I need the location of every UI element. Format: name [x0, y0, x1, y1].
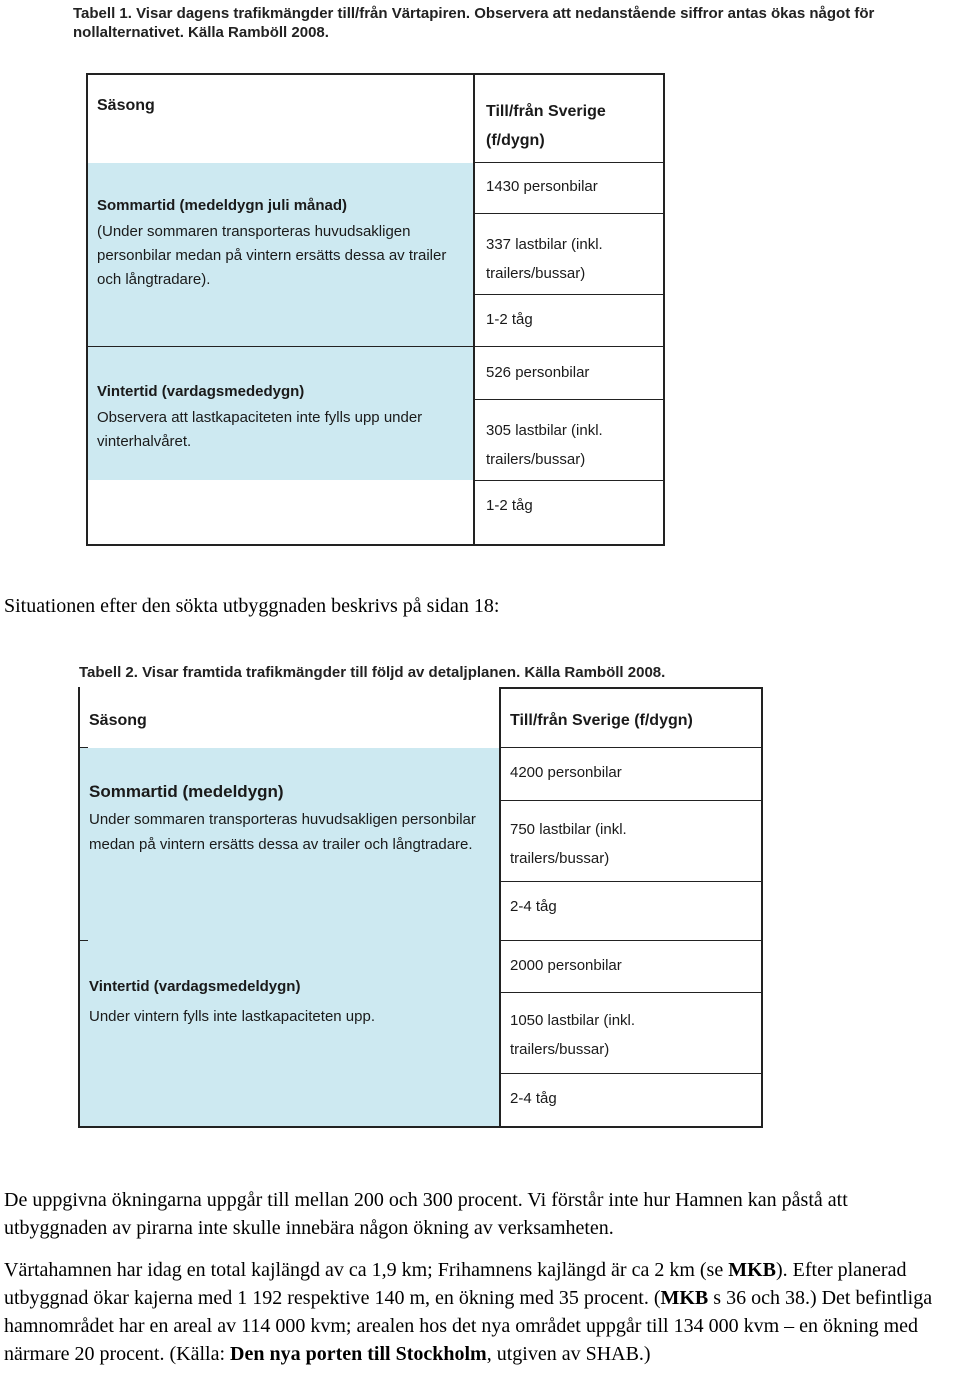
table2-border-left: [78, 687, 80, 1128]
table2-winter-cell: [89, 973, 489, 1031]
table2-header-traffic: Till/från Sverige (f/dygn): [510, 712, 693, 729]
paragraph-text: s 36 och 38.) Det befintliga hamnområdet har en areal av 114 000 kvm; arealen hos det nya området uppgår till 134 000 kvm – en ökning med närmare 20 procent. (Källa:: [4, 1287, 933, 1365]
table2-winter-trucks: 1050 lastbilar (inkl. trailers/bussar): [510, 1012, 636, 1058]
table2-summer-cars: 4200 personbilar: [510, 764, 622, 781]
table2-summer-title: Sommartid (medeldygn): [89, 782, 284, 801]
table1-winter-title: Vintertid (vardagsmededygn): [97, 383, 305, 400]
table1-divider-row: [473, 162, 665, 163]
table2-border-bottom: [78, 1126, 763, 1128]
table1-winter-trucks: 305 lastbilar (inkl. trailers/bussar): [486, 422, 603, 468]
table2-summer-trains: 2-4 tåg: [510, 898, 557, 915]
table2-border-top: [499, 687, 763, 689]
table1-winter-trains: 1-2 tåg: [486, 497, 533, 514]
table1-winter-cars: 526 personbilar: [486, 364, 590, 381]
table2-winter-note: Under vintern fylls inte lastkapaciteten upp.: [89, 1008, 375, 1025]
table2-summer-note: Under sommaren transporteras huvudsakligen personbilar medan på vintern ersätts dessa av trailer och långtradare.: [89, 811, 476, 853]
table1-divider-row: [473, 480, 665, 481]
intro-text: Situationen efter den sökta utbyggnaden beskrivs på sidan 18:: [4, 595, 500, 617]
table2-summer-cell: [89, 779, 489, 857]
table1-summer-cars: 1430 personbilar: [486, 178, 598, 195]
table1-header-traffic: Till/från Sverige (f/dygn): [486, 103, 606, 149]
table1-winter-cell: [97, 380, 467, 454]
table1-summer-trucks: 337 lastbilar (inkl. trailers/bussar): [486, 236, 603, 282]
table1-border-top: [86, 73, 665, 75]
table2-winter-cars: 2000 personbilar: [510, 957, 622, 974]
table2-summer-trucks: 750 lastbilar (inkl. trailers/bussar): [510, 821, 627, 867]
table1-summer-note: (Under sommaren transporteras huvudsakligen personbilar medan på vintern ersätts dessa av trailer och långtradare).: [97, 223, 447, 288]
table1-summer-title: Sommartid (medeldygn juli månad): [97, 197, 348, 214]
table1-divider-row: [473, 399, 665, 400]
table2-divider-row: [499, 940, 763, 941]
mkb-reference: MKB: [728, 1259, 776, 1281]
table2-divider-row: [499, 747, 763, 748]
table2-divider-row: [499, 1073, 763, 1074]
mkb-reference: MKB: [660, 1287, 709, 1309]
table2-border-right: [761, 687, 763, 1128]
table2-header-season: Säsong: [89, 712, 147, 729]
table2-divider-row: [499, 992, 763, 993]
paragraph-text: , utgiven av SHAB.): [486, 1343, 651, 1365]
paragraph-text: ). Efter planerad utbyggnad ökar kajerna med 1 192 respektive 140 m, en ökning med 35 procent. (: [4, 1259, 907, 1309]
table1-border-right: [663, 73, 665, 546]
table2-divider-col: [499, 687, 501, 1128]
table1-border-left: [86, 73, 88, 546]
table2-winter-trains: 2-4 tåg: [510, 1090, 557, 1107]
paragraph-text: Värtahamnen har idag en total kajlängd av ca 1,9 km; Frihamnens kajlängd är ca 2 km (se: [4, 1259, 729, 1281]
table2-divider-row: [78, 747, 88, 748]
table1-summer-cell: [97, 194, 467, 292]
table2-caption: Tabell 2. Visar framtida trafikmängder till följd av detaljplanen. Källa Ramböll 2008.: [79, 664, 666, 681]
table1-divider-row: [86, 346, 665, 347]
table2-divider-row: [499, 881, 763, 882]
table1-summer-trains: 1-2 tåg: [486, 311, 533, 328]
table1-header-season: Säsong: [97, 97, 155, 114]
table1-divider-row: [473, 294, 665, 295]
table1-divider-col: [473, 73, 475, 546]
paragraph-increase: De uppgivna ökningarna uppgår till mellan 200 och 300 procent. Vi förstår inte hur Hamnen kan påstå att utbyggnaden av pirarna inte skulle innebära någon ökning av verksamheten.: [4, 1189, 848, 1239]
table1-caption: Tabell 1. Visar dagens trafikmängder till/från Värtapiren. Observera att nedanstående siffror antas ökas något för nollalternativet. Källa Ramböll 2008.: [73, 5, 875, 41]
table2-divider-row: [78, 940, 88, 941]
table2-winter-title: Vintertid (vardagsmedeldygn): [89, 978, 301, 995]
source-title: Den nya porten till Stockholm: [230, 1343, 487, 1365]
table1-winter-note: Observera att lastkapaciteten inte fylls upp under vinterhalvåret.: [97, 409, 423, 450]
table2-divider-row: [499, 800, 763, 801]
table1-divider-row: [473, 213, 665, 214]
paragraph-quay-length: [4, 1256, 956, 1368]
table1-border-bottom: [86, 544, 665, 546]
